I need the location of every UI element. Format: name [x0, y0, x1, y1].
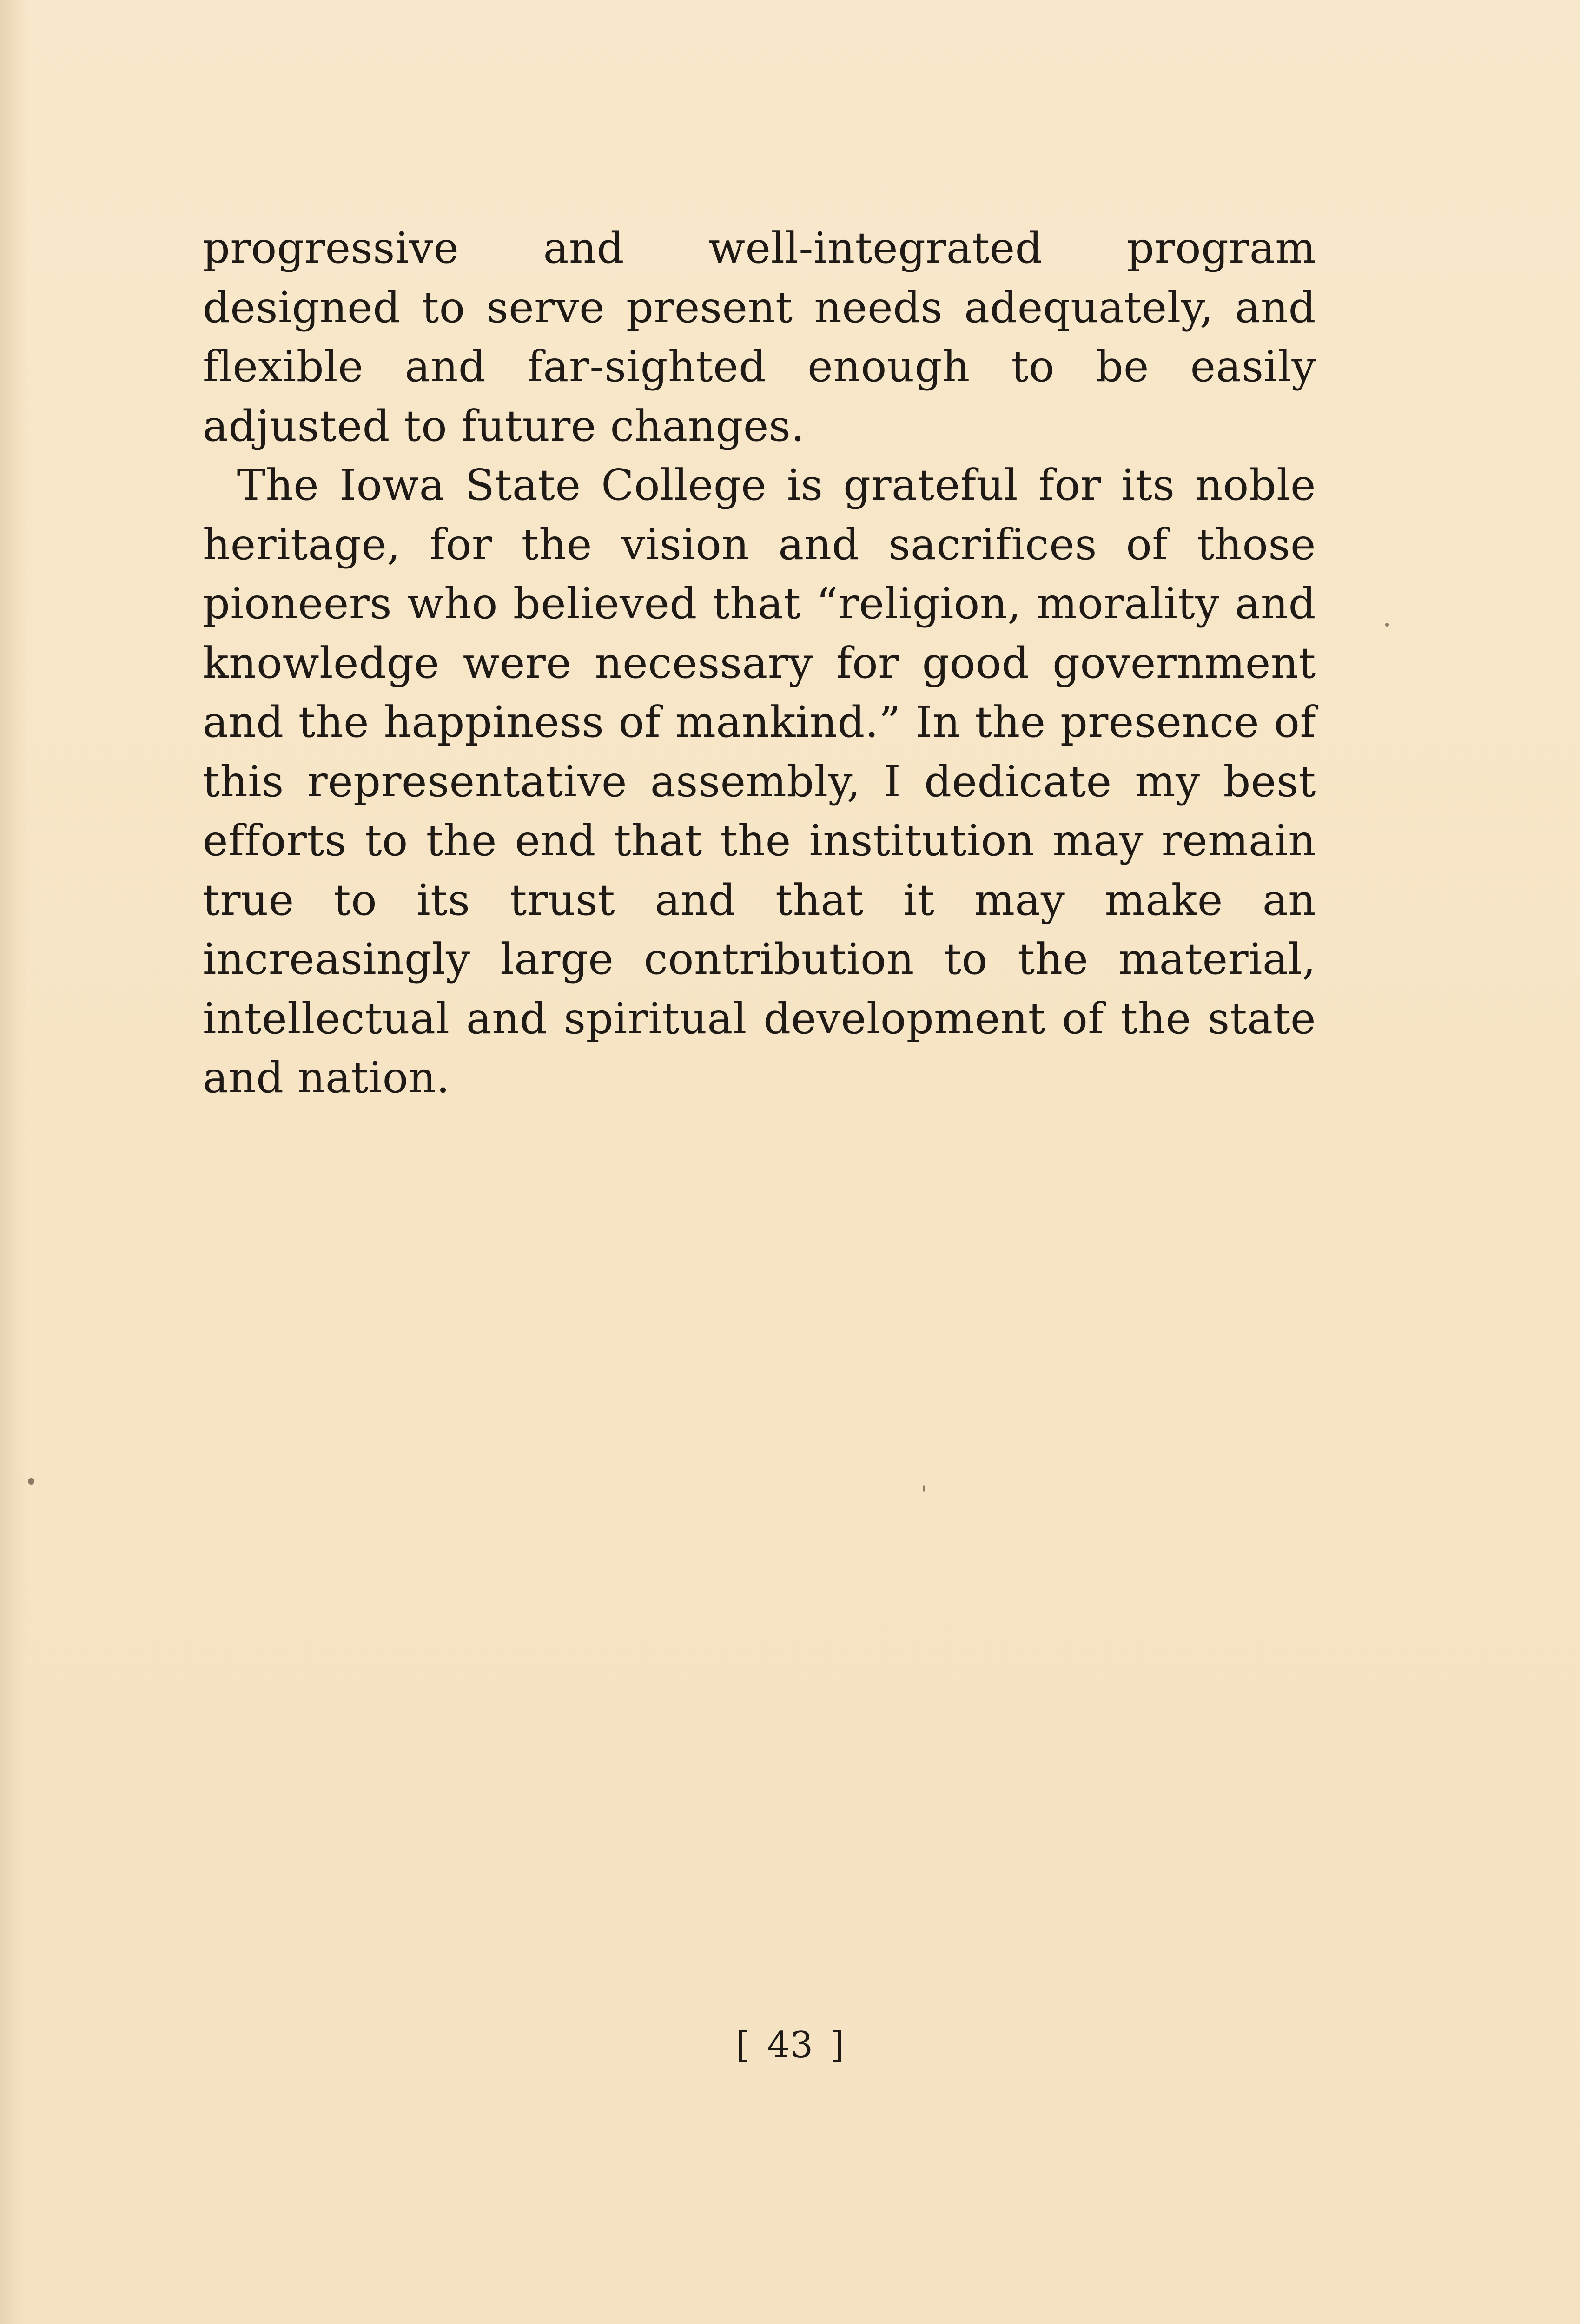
- paragraph-continuation: progressive and well-integrated program designed to serve present needs adequately, and flexible and far-sighted enough to be easily adjusted to future changes.: [203, 223, 1316, 451]
- paper-speck: [1385, 623, 1389, 627]
- page-number: [ 43 ]: [735, 2024, 845, 2066]
- paper-speck: [923, 1485, 925, 1492]
- page-binding-edge: [0, 0, 28, 2324]
- paragraph-dedication: The Iowa State College is grateful for its noble heritage, for the vision and sacrifices of those pioneers who believed that “religion, morality and knowledge were necessary for good government and the happiness of mankind.” In the presence of this representative assembly, I dedicate my best efforts to the end that the institution may remain true to its trust and that it may make an increasingly large contribution to the material, intellectual and spiritual development of the state and nation.: [203, 460, 1316, 1103]
- body-text: [203, 218, 1316, 1108]
- paper-speck: [28, 1478, 34, 1485]
